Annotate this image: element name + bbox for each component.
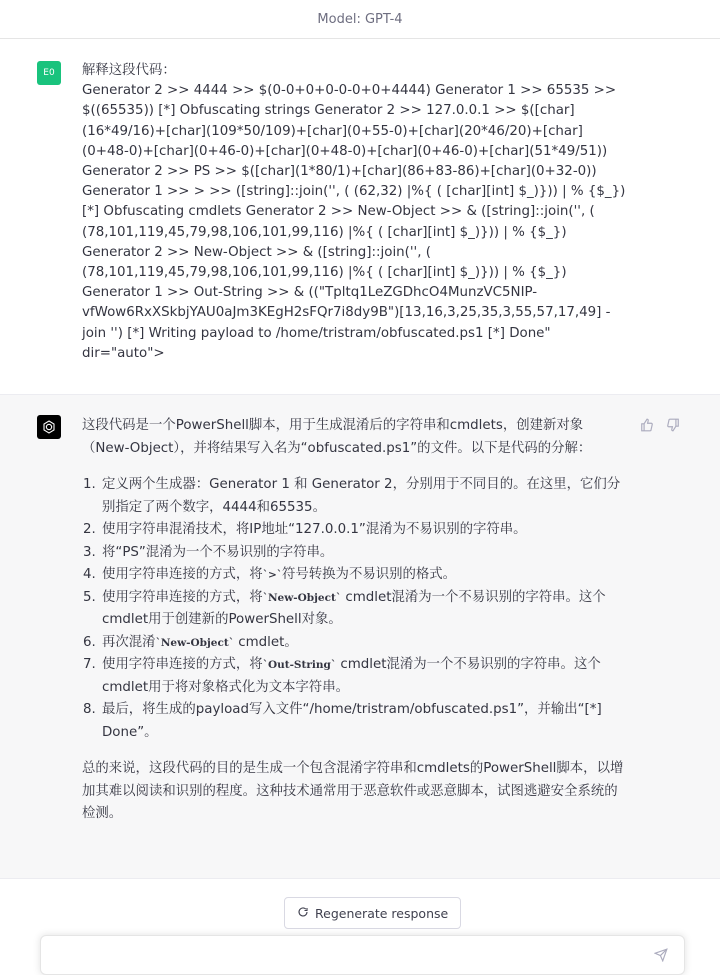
list-item-text: 将“PS”混淆为一个不易识别的字符串。 [102, 544, 334, 560]
list-item [100, 699, 628, 744]
user-message-text: 解释这段代码： Generator 2 >> 4444 >> $(0-0+0+0-0-0+0+4444) Generator 1 >> 65535 >> $((65535)) [*] Obfuscating strings Generator 2 >> 127.0.0.1 >> $([char](16*49/16)+[char](109*50/109)+[char](0+55-0)+[char](20*46/20)+[char](0+48-0)+[char](0+46-0)+[char](0+48-0)+[char](0+46-0)+[char](51*49/51)) Generator 2 >> PS >> $([char](1*80/1)+[char](86+83-86)+[char](0+32-0)) Generator 1 >> > >> ([string]::join('', ( (62,32) |%{ ( [char][int] $_)})) | % {$_}) [*] Obfuscating cmdlets Generator 2 >> New-Object >> & ([string]::join('', ( (78,101,119,45,79,98,106,101,99,116) |%{ ( [char][int] $_)})) | % {$_}) Generator 2 >> New-Object >> & ([string]::join('', ( (78,101,119,45,79,98,106,101,99,116) |%{ ( [char][int] $_)})) | % {$_}) Generator 1 >> Out-String >> & (("Tpltq1LeZGDhcO4MunzVC5NIP-vfWow6RxXSkbjYAU0aJm3KEgH2sFQr7i8dy9B")[13,16,3,25,35,3,55,57,17,49] -join '') [*] Writing payload to /home/tristram/obfuscated.ps1 [*] Done" dir="auto"> [82, 63, 626, 361]
assistant-message [0, 395, 720, 879]
regenerate-label: Regenerate response [315, 905, 449, 921]
send-icon[interactable] [654, 947, 670, 963]
list-item-text: 使用字符串连接的方式，将 [102, 589, 263, 605]
list-item-text: 符号转换为不易识别的格式。 [282, 567, 457, 583]
list-item [100, 632, 628, 655]
list-item [100, 654, 628, 699]
inline-code: `>` [262, 569, 282, 582]
user-avatar: E0 [37, 61, 61, 85]
list-item-text: 使用字符串连接的方式，将 [102, 567, 263, 583]
message-input[interactable] [40, 935, 685, 975]
thumbs-up-icon[interactable] [640, 417, 654, 431]
breakdown-list [82, 474, 628, 744]
list-item-text: cmdlet混淆为一个不易识别的字符串。这个cmdlet用于创建新的PowerShell对象。 [102, 589, 606, 628]
model-header [0, 0, 720, 39]
model-label: Model: GPT-4 [317, 11, 403, 27]
openai-logo-icon [37, 415, 61, 439]
inline-code: `Out-String` [262, 659, 337, 672]
refresh-icon [297, 906, 309, 921]
list-item-text: 定义两个生成器：Generator 1 和 Generator 2，分别用于不同目的。在这里，它们分别指定了两个数字，4444和65535。 [102, 477, 621, 515]
thumbs-down-icon[interactable] [666, 417, 680, 431]
inline-code: `New-Object` [155, 636, 234, 649]
list-item-text: 使用字符串连接的方式，将 [102, 657, 263, 673]
list-item-text: 最后，将生成的payload写入文件“/home/tristram/obfuscated.ps1”，并输出“[*] Done”。 [102, 702, 602, 740]
user-message [0, 39, 720, 395]
list-item-text: cmdlet混淆为一个不易识别的字符串。这个cmdlet用于将对象格式化为文本字符串。 [102, 657, 601, 695]
inline-code: `New-Object` [262, 591, 342, 604]
list-item-text: 使用字符串混淆技术，将IP地址“127.0.0.1”混淆为不易识别的字符串。 [102, 522, 527, 538]
list-item [100, 474, 628, 519]
assistant-intro: 这段代码是一个PowerShell脚本，用于生成混淆后的字符串和cmdlets，创建新对象（New-Object），并将结果写入名为“obfuscated.ps1”的文件。以下是代码的分解： [82, 418, 592, 456]
list-item [100, 519, 628, 542]
feedback-controls [640, 417, 680, 431]
list-item-text: 再次混淆 [102, 634, 156, 650]
assistant-summary: 总的来说，这段代码的目的是生成一个包含混淆字符串和cmdlets的PowerShell脚本，以增加其难以阅读和识别的程度。这种技术通常用于恶意软件或恶意脚本，试图逃避安全系统的检测。 [82, 761, 624, 822]
regenerate-button[interactable] [284, 897, 461, 929]
list-item-text: cmdlet。 [233, 634, 298, 650]
list-item [100, 587, 628, 632]
list-item [100, 564, 628, 587]
list-item [100, 542, 628, 565]
